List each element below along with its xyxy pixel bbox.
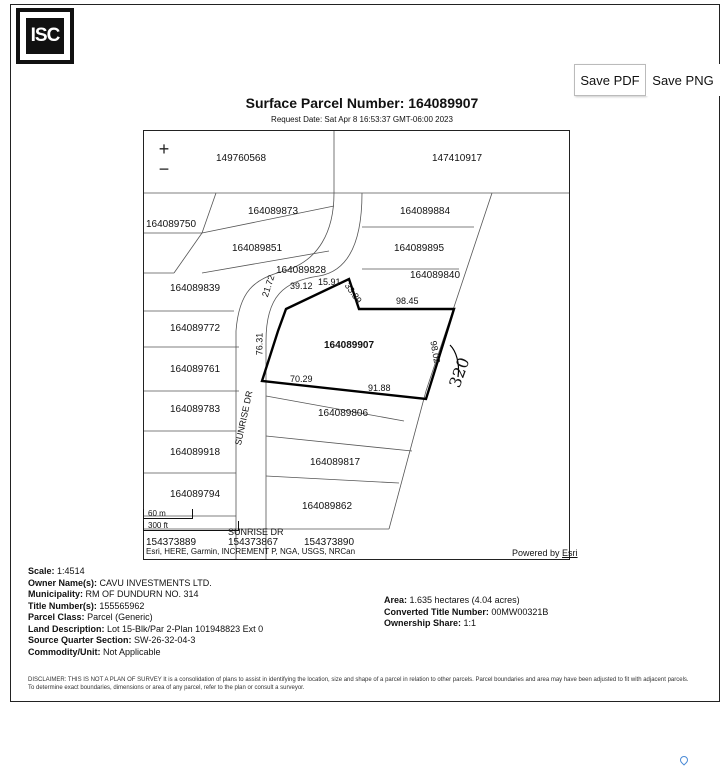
ownership-share-value: 1:1	[463, 618, 477, 628]
street-label: SUNRISE DR	[233, 389, 255, 447]
dimension-label: 70.29	[290, 374, 313, 384]
dimension-label: 91.88	[368, 383, 391, 393]
land-description-value: Lot 15-Blk/Par 2-Plan 101948823 Ext 0	[107, 623, 264, 634]
area-label: Area:	[384, 595, 408, 605]
parcel-label: 149760568	[216, 153, 267, 164]
parcel-label: 164089750	[146, 219, 197, 230]
owner-value: CAVU INVESTMENTS LTD.	[99, 577, 212, 588]
subject-parcel-label: 164089907	[324, 340, 375, 351]
title-number-label: Title Number(s):	[28, 600, 97, 611]
scale-label: Scale:	[28, 566, 55, 576]
parcel-label: 164089839	[170, 283, 221, 294]
isc-logo-text: ISC	[26, 18, 64, 54]
isc-logo	[16, 8, 74, 64]
parcel-label: 164089817	[310, 457, 361, 468]
municipality-label: Municipality:	[28, 589, 84, 599]
parcel-label: 164089862	[302, 501, 353, 512]
page-title: Surface Parcel Number: 164089907	[245, 95, 479, 111]
land-description-label: Land Description:	[28, 623, 105, 634]
zoom-in-button[interactable]: +	[158, 139, 170, 159]
dimension-label: 39.12	[290, 281, 313, 291]
municipality-value: RM OF DUNDURN NO. 314	[85, 589, 199, 599]
details-right	[384, 595, 548, 630]
scale-imperial: 300 ft	[143, 521, 239, 531]
parcel-label: 164089884	[400, 206, 451, 217]
dimension-label: 98.02	[428, 340, 443, 364]
title-number-value: 155565962	[99, 600, 145, 611]
parcel-label: 164089851	[232, 243, 283, 254]
source-quarter-label: Source Quarter Section:	[28, 635, 132, 645]
street-label: SUNRISE DR	[228, 527, 284, 537]
parcel-label: 164089772	[170, 323, 221, 334]
converted-title-value: 00MW00321B	[491, 606, 549, 617]
handwritten-note: 320	[445, 354, 474, 391]
disclaimer-line: DISCLAIMER: THIS IS NOT A PLAN OF SURVEY It is a consolidation of plans to assist in identifying the location, size and shape of a parcel in relation to other parcels. Parcel boundaries and area may have been adjusted to fit with adjacent parcels.	[28, 677, 689, 683]
save-pdf-button[interactable]: Save PDF	[574, 64, 646, 96]
source-quarter-value: SW-26-32-04-3	[134, 635, 196, 645]
commodity-label: Commodity/Unit:	[28, 646, 101, 657]
esri-link[interactable]: Esri	[562, 548, 578, 558]
parcel-label: 154373889	[146, 537, 197, 548]
zoom-controls	[152, 139, 176, 179]
parcel-class-label: Parcel Class:	[28, 612, 85, 622]
disclaimer	[28, 676, 718, 692]
dimension-label: 98.45	[396, 296, 419, 306]
request-date: Request Date: Sat Apr 8 16:53:37 GMT-06:00 2023	[271, 115, 453, 124]
dimension-label: 76.31	[254, 332, 265, 356]
ownership-share-label: Ownership Share:	[384, 618, 462, 628]
zoom-out-button[interactable]: −	[158, 159, 170, 179]
parcel-label: 164089828	[276, 265, 327, 276]
disclaimer-line: To determine exact boundaries, dimensions or area of any parcel, refer to the plan or consult a surveyor.	[28, 685, 305, 691]
parcel-label: 164089895	[394, 243, 445, 254]
parcel-class-value: Parcel (Generic)	[87, 612, 153, 622]
parcel-label: 164089761	[170, 364, 221, 375]
dimension-label: 33.89	[342, 280, 364, 306]
scale-metric: 60 m	[143, 509, 193, 519]
area-value: 1.635 hectares (4.04 acres)	[409, 595, 520, 605]
details-left	[28, 566, 263, 658]
powered-by-text: Powered by	[512, 548, 560, 558]
parcel-label: 164089794	[170, 489, 221, 500]
dimension-label: 15.91	[318, 277, 341, 287]
location-pin-icon	[678, 754, 689, 765]
parcel-label: 164089840	[410, 270, 461, 281]
converted-title-label: Converted Title Number:	[384, 606, 489, 617]
parcel-label: 164089783	[170, 404, 221, 415]
scale-value: 1:4514	[57, 566, 85, 576]
save-png-button[interactable]: Save PNG	[646, 64, 720, 96]
parcel-label: 164089806	[318, 408, 369, 419]
map-attribution: Esri, HERE, Garmin, INCREMENT P, NGA, USGS, NRCan	[146, 547, 356, 556]
parcel-label: 154373890	[304, 537, 355, 548]
parcel-label: 164089873	[248, 206, 299, 217]
parcel-label: 147410917	[432, 153, 483, 164]
parcel-label: 164089918	[170, 447, 221, 458]
parcel-map[interactable]	[143, 130, 570, 560]
dimension-label: 21.72	[260, 273, 277, 299]
owner-label: Owner Name(s):	[28, 577, 98, 588]
commodity-value: Not Applicable	[103, 646, 161, 657]
parcel-label: 154373867	[228, 537, 279, 548]
scale-bar	[143, 509, 243, 531]
powered-by[interactable]	[512, 548, 578, 558]
